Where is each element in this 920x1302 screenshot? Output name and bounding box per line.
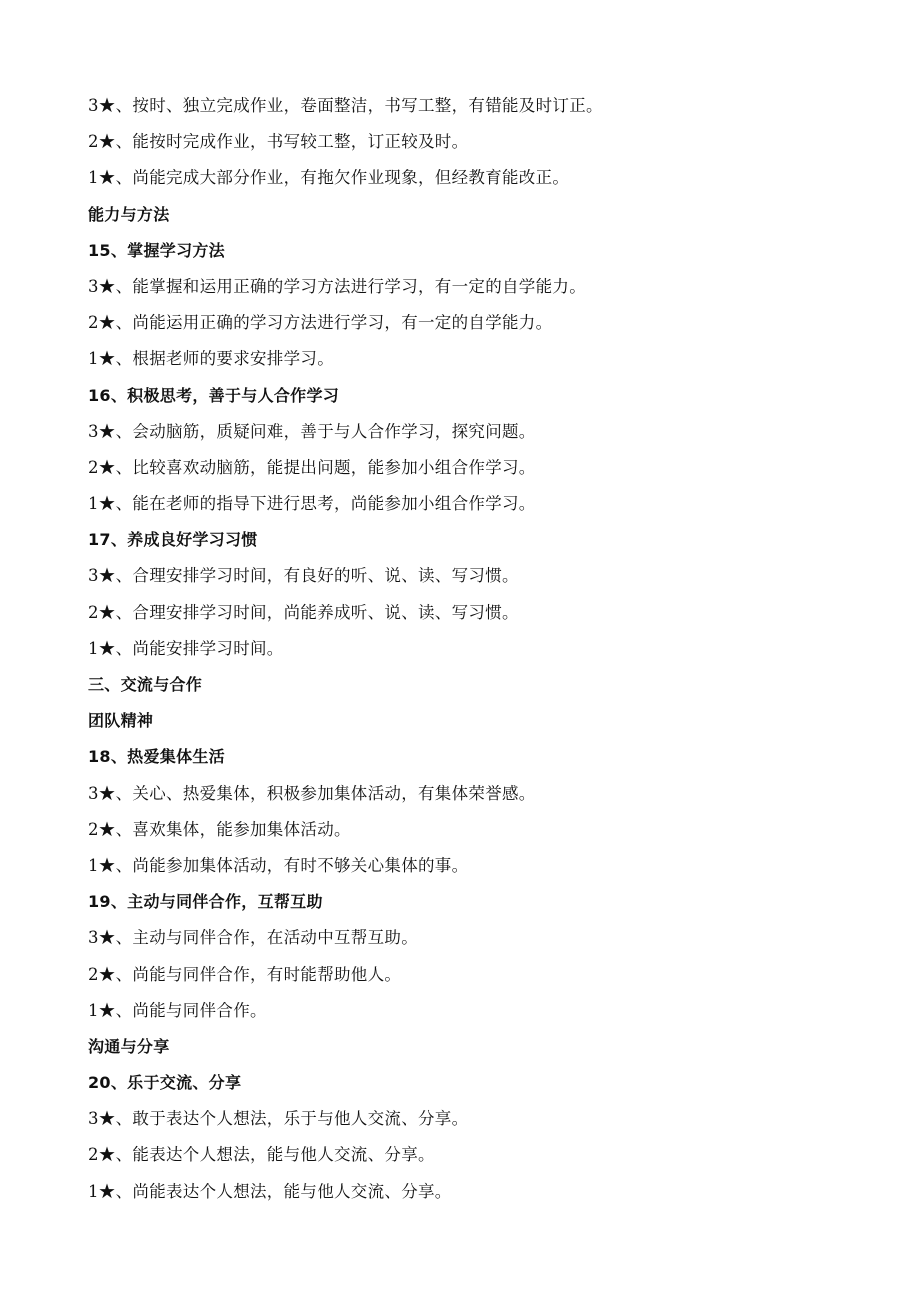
criterion-line: 2★、能按时完成作业，书写较工整，订正较及时。 [88, 132, 469, 152]
section-heading: 沟通与分享 [88, 1036, 170, 1056]
section-heading: 17、养成良好学习习惯 [88, 530, 258, 550]
criterion-line: 1★、尚能参加集体活动，有时不够关心集体的事。 [88, 855, 469, 875]
criterion-line: 3★、按时、独立完成作业，卷面整洁，书写工整，有错能及时订正。 [88, 96, 603, 115]
criterion-line: 3★、主动与同伴合作，在活动中互帮互助。 [88, 928, 418, 948]
document-body [88, 88, 868, 1210]
criterion-line: 3★、敢于表达个人想法，乐于与他人交流、分享。 [88, 1109, 469, 1129]
criterion-line: 2★、比较喜欢动脑筋，能提出问题，能参加小组合作学习。 [88, 457, 536, 477]
criterion-line: 2★、能表达个人想法，能与他人交流、分享。 [88, 1145, 435, 1165]
criterion-line: 2★、尚能与同伴合作，有时能帮助他人。 [88, 964, 402, 984]
criterion-line: 1★、尚能安排学习时间。 [88, 638, 284, 658]
section-heading: 三、交流与合作 [88, 675, 203, 694]
criterion-line: 1★、根据老师的要求安排学习。 [88, 349, 334, 369]
section-heading: 18、热爱集体生活 [88, 747, 225, 767]
section-heading: 19、主动与同伴合作，互帮互助 [88, 892, 323, 912]
section-heading: 16、积极思考，善于与人合作学习 [88, 385, 340, 405]
criterion-line: 2★、喜欢集体，能参加集体活动。 [88, 819, 351, 839]
section-heading: 15、掌握学习方法 [88, 240, 225, 260]
section-heading: 20、乐于交流、分享 [88, 1073, 242, 1093]
criterion-line: 3★、合理安排学习时间，有良好的听、说、读、写习惯。 [88, 566, 519, 586]
document-page [88, 88, 868, 1210]
criterion-line: 2★、合理安排学习时间，尚能养成听、说、读、写习惯。 [88, 602, 519, 622]
criterion-line: 1★、尚能与同伴合作。 [88, 1000, 267, 1020]
criterion-line: 1★、尚能表达个人想法，能与他人交流、分享。 [88, 1181, 452, 1201]
criterion-line: 1★、能在老师的指导下进行思考，尚能参加小组合作学习。 [88, 494, 536, 514]
section-heading: 团队精神 [88, 711, 154, 731]
criterion-line: 1★、尚能完成大部分作业，有拖欠作业现象，但经教育能改正。 [88, 168, 570, 188]
criterion-line: 2★、尚能运用正确的学习方法进行学习，有一定的自学能力。 [88, 313, 553, 333]
criterion-line: 3★、能掌握和运用正确的学习方法进行学习，有一定的自学能力。 [88, 276, 586, 296]
criterion-line: 3★、会动脑筋，质疑问难，善于与人合作学习，探究问题。 [88, 421, 536, 441]
criterion-line: 3★、关心、热爱集体，积极参加集体活动，有集体荣誉感。 [88, 783, 536, 803]
section-heading: 能力与方法 [88, 204, 170, 224]
